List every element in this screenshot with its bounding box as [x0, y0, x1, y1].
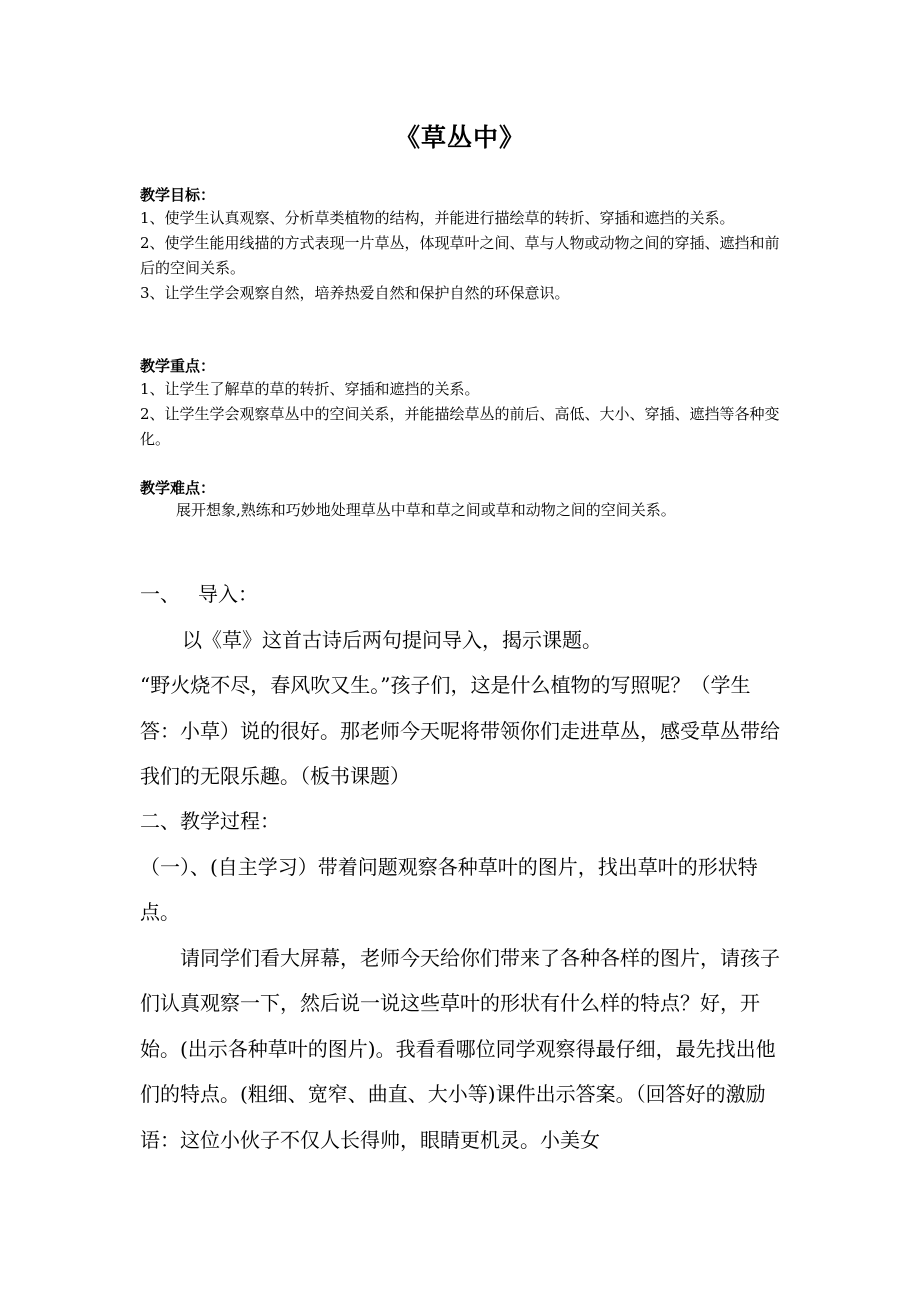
- difficulties-heading: 教学难点：: [140, 479, 216, 497]
- process-subheading: （一）、(自主学习）带着问题观察各种草叶的图片，找出草叶的形状特点。: [140, 854, 758, 924]
- intro-paragraph: “野火烧不尽，春风吹又生。”孩子们，这是什么植物的写照呢？（学生答：小草）说的很好。那老师今天呢将带领你们走进草丛，感受草丛带给我们的无限乐趣。（板书课题）: [140, 673, 780, 788]
- difficulties-text: 展开想象,熟练和巧妙地处理草丛中草和草之间或草和动物之间的空间关系。: [176, 501, 676, 519]
- key-points-list: [140, 377, 788, 452]
- objectives-list: [140, 206, 788, 306]
- document-title: 《草丛中》: [394, 123, 525, 152]
- key-point-item: 1、让学生了解草的草的转折、穿插和遮挡的关系。: [140, 380, 480, 398]
- intro-number: 一、: [140, 582, 180, 606]
- intro-paragraph: 以《草》这首古诗后两句提问导入，揭示课题。: [182, 627, 602, 652]
- process-paragraph: 请同学们看大屏幕，老师今天给你们带来了各种各样的图片，请孩子们认真观察一下，然后说一说这些草叶的形状有什么样的特点？好，开始。(出示各种草叶的图片)。我看看哪位同学观察得最仔细，最先找出他们的特点。(粗细、宽窄、曲直、大小等)课件出示答案。（回答好的激励语：这位小伙子不仅人长得帅，眼睛更机灵。小美女: [140, 945, 780, 1152]
- process-section: [140, 799, 788, 1163]
- key-point-item: 2、让学生学会观察草丛中的空间关系，并能描绘草丛的前后、高低、大小、穿插、遮挡等各种变化。: [140, 405, 780, 448]
- process-heading: 二、教学过程：: [140, 809, 280, 833]
- objective-item: 2、使学生能用线描的方式表现一片草丛，体现草叶之间、草与人物或动物之间的穿插、遮挡和前后的空间关系。: [140, 234, 780, 277]
- intro-label: 导入：: [198, 582, 258, 606]
- objectives-heading: 教学目标：: [140, 186, 216, 204]
- key-points-heading: 教学重点：: [140, 357, 216, 375]
- objective-item: 1、使学生认真观察、分析草类植物的结构，并能进行描绘草的转折、穿插和遮挡的关系。: [140, 209, 735, 227]
- intro-section: [140, 572, 788, 800]
- intro-heading: [140, 572, 788, 618]
- objective-item: 3、让学生学会观察自然，培养热爱自然和保护自然的环保意识。: [140, 284, 570, 302]
